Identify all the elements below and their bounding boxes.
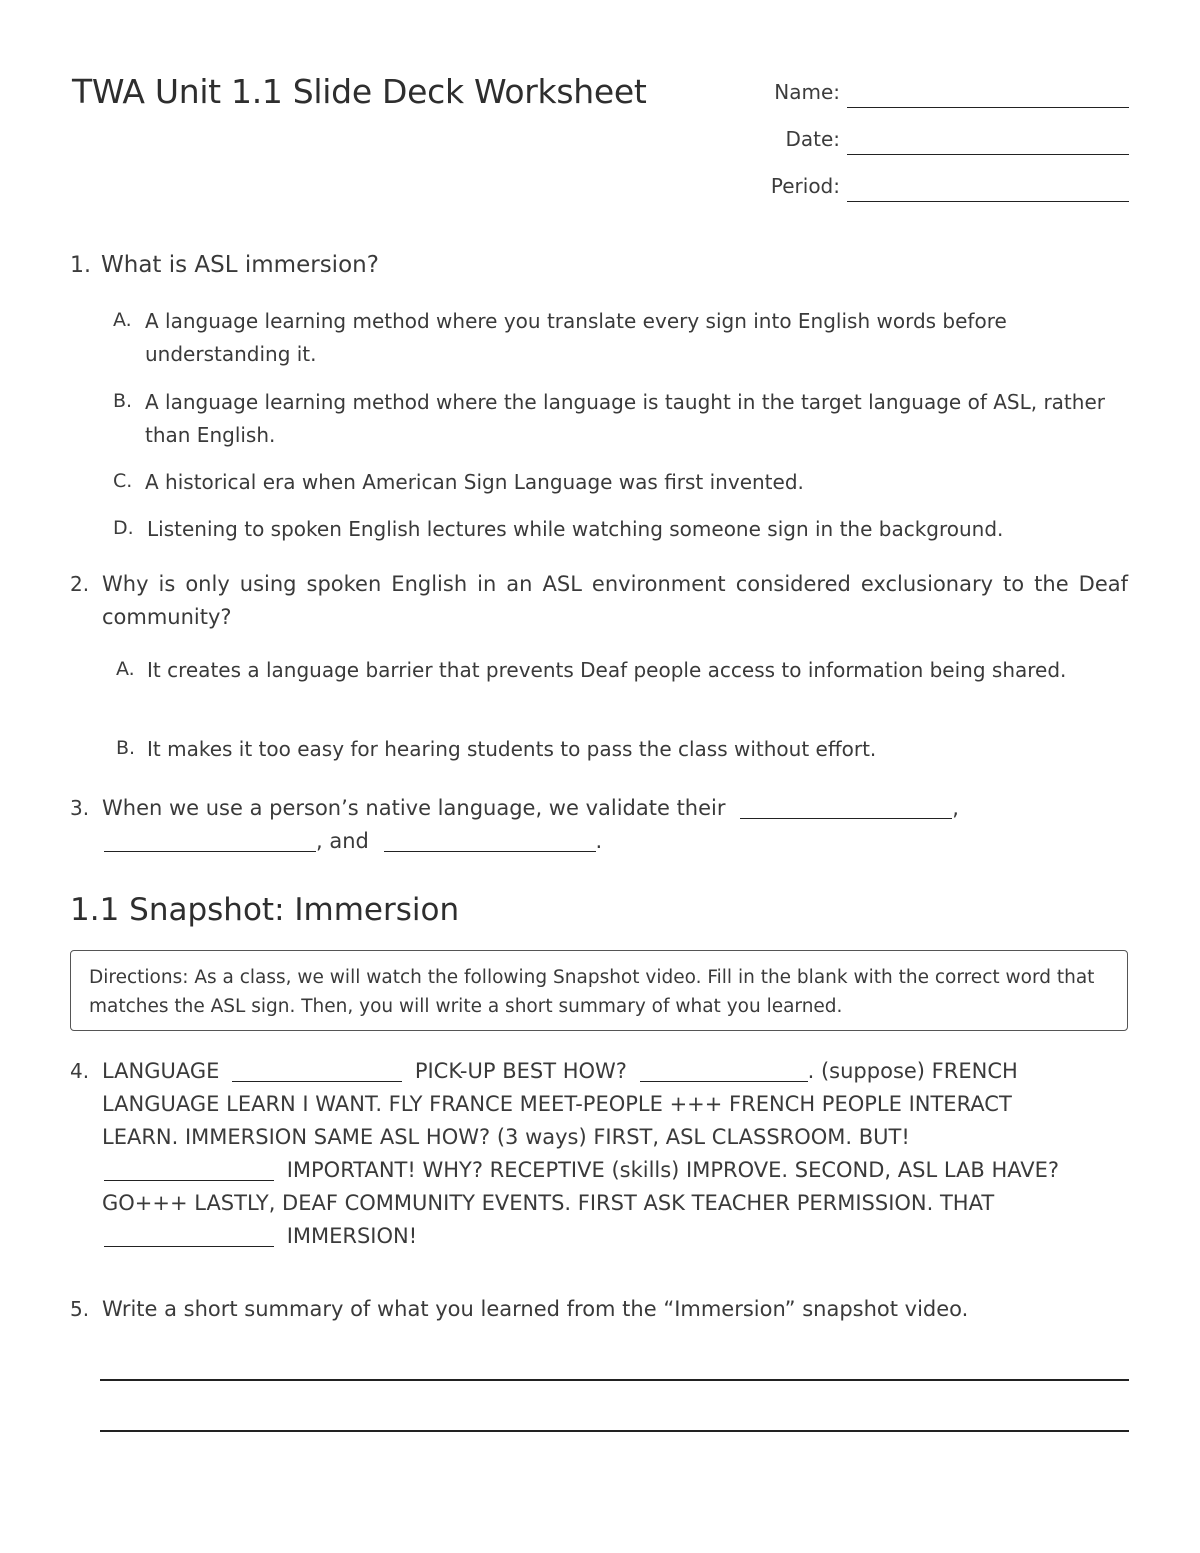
q2-option-b-letter: B. [116, 737, 136, 759]
q1-option-d-letter: D. [113, 517, 134, 539]
q4-text-2: PICK-UP BEST HOW? [414, 1059, 627, 1083]
q1-option-b-letter: B. [113, 390, 133, 412]
date-field[interactable] [847, 154, 1129, 155]
question-3-line-1 [102, 792, 959, 825]
q2-option-a-text[interactable]: It creates a language barrier that prevents Deaf people access to information being shared. [147, 658, 1067, 682]
period-field[interactable] [847, 201, 1129, 202]
summary-answer-line-1[interactable] [100, 1379, 1129, 1381]
question-5-text: Write a short summary of what you learned from the “Immersion” snapshot video. [102, 1297, 969, 1321]
question-2-text: Why is only using spoken English in an ASL environment considered exclusionary to the Deaf community? [102, 572, 1128, 629]
q1-option-a-text[interactable]: A language learning method where you translate every sign into English words before understanding it. [145, 309, 1007, 366]
q4-blank-4[interactable] [104, 1246, 274, 1247]
q4-line-6 [104, 1220, 417, 1253]
q2-option-a-letter: A. [116, 658, 135, 680]
q4-blank-1[interactable] [232, 1081, 402, 1082]
summary-answer-line-2[interactable] [100, 1430, 1129, 1432]
directions-box [70, 950, 1128, 1031]
question-4-number: 4. [70, 1059, 90, 1083]
q4-line-1 [102, 1055, 1018, 1088]
q1-option-c-text[interactable]: A historical era when American Sign Language was first invented. [145, 470, 804, 494]
question-2-number: 2. [70, 572, 90, 596]
period-label: Period: [770, 174, 840, 198]
worksheet-title: TWA Unit 1.1 Slide Deck Worksheet [72, 72, 647, 111]
name-field[interactable] [847, 107, 1129, 108]
question-3-text: When we use a person’s native language, we validate their [102, 796, 726, 820]
q1-option-b-text[interactable]: A language learning method where the language is taught in the target language of ASL, rather than English. [145, 390, 1105, 447]
q3-and: , and [316, 829, 369, 853]
question-5-number: 5. [70, 1297, 90, 1321]
question-1-number: 1. [70, 253, 91, 278]
question-1-text: What is ASL immersion? [101, 252, 379, 278]
date-label: Date: [785, 127, 840, 151]
q1-option-c-letter: C. [113, 470, 133, 492]
q3-period: . [595, 829, 603, 853]
q2-option-b-text[interactable]: It makes it too easy for hearing students to pass the class without effort. [147, 737, 877, 761]
q3-blank-3[interactable] [384, 851, 596, 852]
q4-blank-3[interactable] [104, 1180, 274, 1181]
q4-text-4: IMPORTANT! WHY? RECEPTIVE (skills) IMPROVE. SECOND, ASL LAB HAVE? [286, 1158, 1060, 1182]
q4-blank-2[interactable] [640, 1081, 808, 1082]
q4-text-3: . (suppose) FRENCH [807, 1059, 1018, 1083]
q4-line-5: GO+++ LASTLY, DEAF COMMUNITY EVENTS. FIRST ASK TEACHER PERMISSION. THAT [102, 1191, 995, 1215]
q3-comma: , [952, 796, 959, 820]
q4-line-4 [104, 1154, 1059, 1187]
q1-option-d-text[interactable]: Listening to spoken English lectures while watching someone sign in the background. [147, 517, 1004, 541]
q3-blank-2[interactable] [104, 851, 316, 852]
question-3-line-2 [104, 825, 602, 858]
question-3-number: 3. [70, 796, 90, 820]
q1-option-a-letter: A. [113, 309, 132, 331]
q4-line-3: LEARN. IMMERSION SAME ASL HOW? (3 ways) FIRST, ASL CLASSROOM. BUT! [102, 1125, 910, 1149]
directions-text: Directions: As a class, we will watch the following Snapshot video. Fill in the blank with the correct word that matches the ASL sign. Then, you will write a short summary of what you learned. [89, 967, 1095, 1017]
section-title: 1.1 Snapshot: Immersion [70, 892, 460, 928]
q4-text-1: LANGUAGE [102, 1059, 220, 1083]
q4-line-2: LANGUAGE LEARN I WANT. FLY FRANCE MEET-PEOPLE +++ FRENCH PEOPLE INTERACT [102, 1092, 1012, 1116]
q4-text-5: IMMERSION! [286, 1224, 418, 1248]
name-label: Name: [774, 80, 840, 104]
q3-blank-1[interactable] [740, 818, 952, 819]
